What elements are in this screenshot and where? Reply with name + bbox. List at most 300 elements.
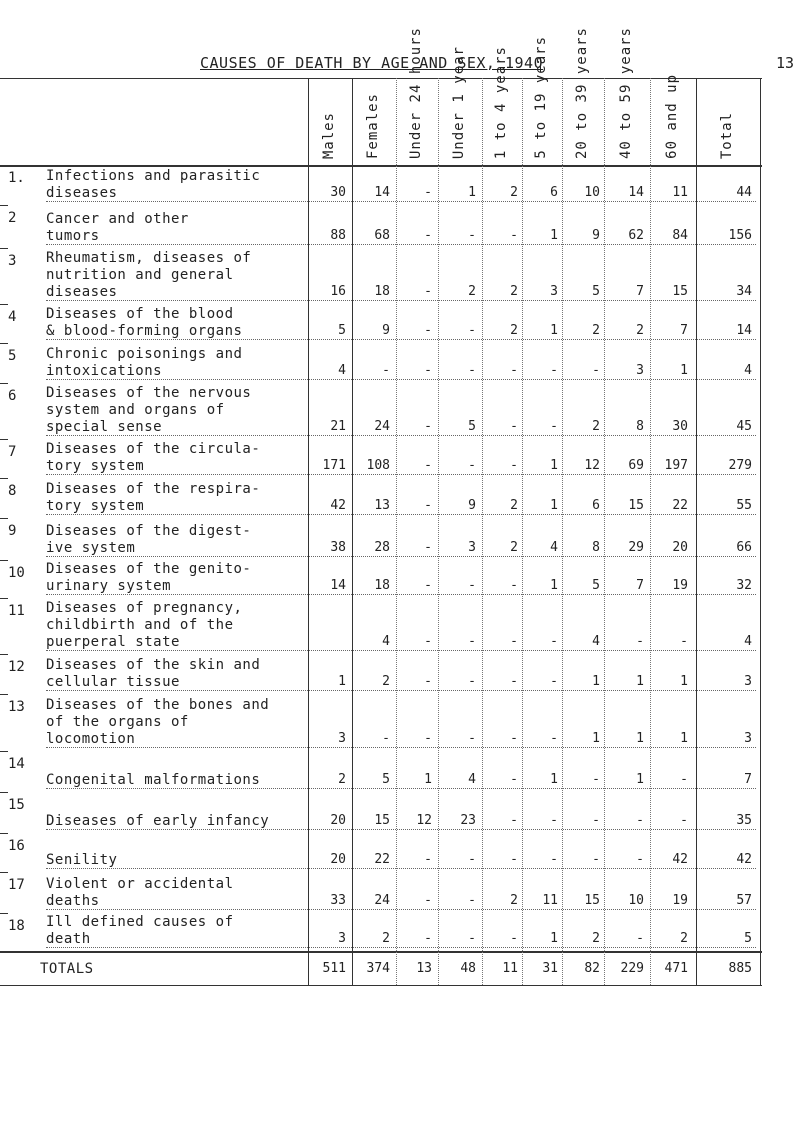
cell-value: - [550,813,558,828]
cell-value: 45 [736,419,752,434]
cell-value: 11 [542,893,558,908]
cell-value: 1 [550,498,558,513]
cell-value: 4 [744,363,752,378]
cause-label: deaths [46,893,100,909]
column-header: 20 to 39 years [574,26,590,159]
row-leader [46,379,756,380]
cell-value: - [468,731,476,746]
column-header: 1 to 4 years [493,45,509,159]
cell-value: - [382,731,390,746]
cell-value: 4 [468,772,476,787]
cause-label-line: Violent or accidental [46,876,234,892]
cell-value: 2 [636,323,644,338]
row-number: 6 [8,388,17,404]
cell-value: 4 [744,634,752,649]
cell-value: 5 [468,419,476,434]
cell-value: 2 [592,931,600,946]
row-number: 12 [8,659,25,675]
row-leader [46,300,756,301]
cause-label-line: system and organs of [46,402,225,418]
cell-value: - [550,674,558,689]
cell-value: 1 [550,578,558,593]
cause-label-line: Diseases of the digest- [46,523,252,539]
row-number: 13 [8,699,25,715]
row-leader [46,514,756,515]
column-header: Under 1 year [451,45,467,159]
totals-value: 48 [460,961,476,976]
cell-value: - [592,813,600,828]
cell-value: 18 [374,578,390,593]
cell-value: 2 [510,540,518,555]
cell-value: 5 [592,284,600,299]
cell-value: 38 [330,540,346,555]
cell-value: 13 [374,498,390,513]
cause-label-line: Rheumatism, diseases of [46,250,252,266]
cause-label-line: Infections and parasitic [46,168,261,184]
cell-value: 14 [374,185,390,200]
rule-line [0,248,8,249]
cell-value: - [550,731,558,746]
cell-value: - [636,634,644,649]
cell-value: - [468,363,476,378]
cause-label-line: Diseases of the genito- [46,561,252,577]
cell-value: 2 [510,323,518,338]
cell-value: - [510,634,518,649]
row-leader [46,594,756,595]
cell-value: 5 [382,772,390,787]
cause-label: death [46,931,91,947]
cause-label-line: Diseases of the circula- [46,441,261,457]
cell-value: 22 [374,852,390,867]
cell-value: - [510,458,518,473]
rule-line [0,478,8,479]
cell-value: 84 [672,228,688,243]
cell-value: 15 [374,813,390,828]
page-number: 13 [776,54,795,72]
row-number: 2 [8,210,17,226]
cell-value: 8 [592,540,600,555]
cell-value: 1 [550,931,558,946]
cell-value: - [680,772,688,787]
rule-line [760,78,761,985]
row-leader [46,829,756,830]
cell-value: - [424,852,432,867]
totals-value: 82 [584,961,600,976]
cell-value: 34 [736,284,752,299]
cell-value: - [592,852,600,867]
rule-line [0,985,762,986]
cell-value: 28 [374,540,390,555]
cause-label: Congenital malformations [46,772,261,788]
cell-value: - [680,634,688,649]
cell-value: 10 [584,185,600,200]
cell-value: - [424,578,432,593]
cell-value: 42 [672,852,688,867]
cell-value: - [468,323,476,338]
cell-value: 156 [728,228,752,243]
cell-value: 171 [322,458,346,473]
cell-value: - [550,419,558,434]
cell-value: 3 [468,540,476,555]
cell-value: 3 [550,284,558,299]
row-number: 15 [8,797,25,813]
cell-value: 3 [744,674,752,689]
cell-value: 14 [736,323,752,338]
cell-value: 1 [680,363,688,378]
row-number: 8 [8,483,17,499]
cell-value: 3 [636,363,644,378]
column-divider [482,78,483,985]
cell-value: 44 [736,185,752,200]
column-header: Under 24 hours [408,26,424,159]
column-divider [562,78,563,985]
cell-value: 2 [382,674,390,689]
cell-value: - [424,498,432,513]
cell-value: - [424,363,432,378]
rule-line [0,872,8,873]
cell-value: - [468,228,476,243]
row-number: 16 [8,838,25,854]
cell-value: 62 [628,228,644,243]
cell-value: - [424,419,432,434]
totals-value: 511 [322,961,346,976]
cell-value: - [550,852,558,867]
cell-value: 1 [550,772,558,787]
cell-value: 1 [550,458,558,473]
cause-label-line: Diseases of the nervous [46,385,252,401]
cell-value: - [680,813,688,828]
cell-value: 4 [382,634,390,649]
rule-line [0,598,8,599]
cell-value: 20 [330,852,346,867]
rule-line [0,165,762,167]
rule-line [0,792,8,793]
row-leader [46,435,756,436]
cell-value: 33 [330,893,346,908]
cell-value: 6 [592,498,600,513]
row-leader [46,201,756,202]
row-number: 5 [8,348,17,364]
cause-label: diseases [46,185,118,201]
cause-label: & blood-forming organs [46,323,243,339]
cell-value: 2 [510,893,518,908]
cell-value: - [468,931,476,946]
cell-value: 30 [672,419,688,434]
cell-value: 12 [584,458,600,473]
cause-label: special sense [46,419,163,435]
cell-value: 1 [550,323,558,338]
cell-value: 3 [338,931,346,946]
column-divider [650,78,651,985]
cell-value: - [636,852,644,867]
cell-value: - [424,228,432,243]
cell-value: 279 [728,458,752,473]
row-number: 9 [8,523,17,539]
column-header: Females [365,92,381,159]
cell-value: 7 [636,578,644,593]
cell-value: 42 [330,498,346,513]
cell-value: 14 [330,578,346,593]
cause-label-line: Ill defined causes of [46,914,234,930]
cell-value: 19 [672,578,688,593]
row-leader [46,650,756,651]
rule-line [0,205,8,206]
rule-line [0,78,762,79]
cell-value: - [424,731,432,746]
cell-value: 7 [680,323,688,338]
rule-line [0,654,8,655]
cell-value: - [424,284,432,299]
cell-value: 7 [744,772,752,787]
cell-value: 22 [672,498,688,513]
row-leader [46,474,756,475]
cell-value: - [424,931,432,946]
cell-value: 7 [636,284,644,299]
cell-value: - [468,634,476,649]
cell-value: 5 [592,578,600,593]
cell-value: 57 [736,893,752,908]
cell-value: 3 [338,731,346,746]
cause-label-line: Diseases of pregnancy, [46,600,243,616]
cell-value: 108 [366,458,390,473]
cell-value: 14 [628,185,644,200]
cause-label: Diseases of early infancy [46,813,270,829]
cell-value: 1 [636,772,644,787]
totals-value: 471 [664,961,688,976]
cell-value: 69 [628,458,644,473]
rule-line [0,694,8,695]
rule-line [0,439,8,440]
row-leader [46,868,756,869]
page-title: CAUSES OF DEATH BY AGE AND SEX, 1940 [200,54,544,72]
cell-value: - [468,852,476,867]
cell-value: 1 [338,674,346,689]
row-number: 17 [8,877,25,893]
cause-label: urinary system [46,578,172,594]
cause-label: intoxications [46,363,163,379]
cell-value: - [468,674,476,689]
cell-value: 5 [744,931,752,946]
cause-label: tory system [46,498,145,514]
rule-line [0,518,8,519]
cell-value: 24 [374,419,390,434]
cause-label-line: childbirth and of the [46,617,234,633]
row-number: 18 [8,918,25,934]
column-divider [604,78,605,985]
row-number: 7 [8,444,17,460]
cell-value: 9 [592,228,600,243]
cell-value: 10 [628,893,644,908]
cause-label: cellular tissue [46,674,180,690]
cause-label: ive system [46,540,136,556]
cell-value: 2 [510,185,518,200]
totals-value: 229 [620,961,644,976]
row-number: 1. [8,170,25,186]
cell-value: - [510,852,518,867]
cell-value: 4 [550,540,558,555]
cell-value: 18 [374,284,390,299]
cell-value: 32 [736,578,752,593]
cell-value: 1 [592,674,600,689]
cell-value: 2 [592,419,600,434]
row-number: 3 [8,253,17,269]
cell-value: - [550,363,558,378]
row-leader [46,947,756,948]
column-header: 5 to 19 years [533,36,549,159]
cell-value: - [636,813,644,828]
rule-line [0,913,8,914]
cause-label-line: Chronic poisonings and [46,346,243,362]
cell-value: 2 [592,323,600,338]
cell-value: 8 [636,419,644,434]
cell-value: 15 [584,893,600,908]
cell-value: 29 [628,540,644,555]
cell-value: 2 [510,498,518,513]
cell-value: - [550,634,558,649]
cell-value: - [468,893,476,908]
row-leader [46,788,756,789]
cell-value: - [592,772,600,787]
cell-value: 1 [424,772,432,787]
cause-label-line: of the organs of [46,714,189,730]
column-header: 40 to 59 years [618,26,634,159]
rule-line [0,343,8,344]
cell-value: 2 [468,284,476,299]
cell-value: - [424,893,432,908]
cell-value: - [424,674,432,689]
totals-value: 11 [502,961,518,976]
cell-value: - [424,185,432,200]
cell-value: - [424,323,432,338]
rule-line [0,951,762,953]
row-number: 10 [8,565,25,581]
cell-value: 23 [460,813,476,828]
cell-value: 6 [550,185,558,200]
totals-value: 13 [416,961,432,976]
cell-value: 12 [416,813,432,828]
rule-line [0,751,8,752]
cell-value: 1 [592,731,600,746]
row-number: 11 [8,603,25,619]
cause-label: Senility [46,852,118,868]
cell-value: 9 [468,498,476,513]
cell-value: - [510,813,518,828]
cell-value: - [510,931,518,946]
row-leader [46,747,756,748]
cause-label: puerperal state [46,634,180,650]
row-number: 14 [8,756,25,772]
totals-value: 374 [366,961,390,976]
cell-value: 2 [510,284,518,299]
cause-label-line: Diseases of the bones and [46,697,270,713]
cell-value: 4 [338,363,346,378]
cell-value: 55 [736,498,752,513]
cell-value: 5 [338,323,346,338]
cause-label: tumors [46,228,100,244]
rule-line [352,78,353,985]
cell-value: 4 [592,634,600,649]
cell-value: 2 [382,931,390,946]
cell-value: - [510,363,518,378]
cell-value: - [424,540,432,555]
cell-value: - [592,363,600,378]
cell-value: 30 [330,185,346,200]
totals-value: 31 [542,961,558,976]
row-leader [46,556,756,557]
cell-value: - [510,578,518,593]
cell-value: 3 [744,731,752,746]
cell-value: - [510,419,518,434]
cell-value: - [636,931,644,946]
cause-label: locomotion [46,731,136,747]
cell-value: 68 [374,228,390,243]
row-leader [46,690,756,691]
row-leader [46,244,756,245]
cell-value: 1 [680,731,688,746]
cause-label-line: Diseases of the respira- [46,481,261,497]
cell-value: 1 [468,185,476,200]
cell-value: - [424,458,432,473]
rule-line [308,78,309,985]
cause-label-line: Diseases of the blood [46,306,234,322]
cell-value: 21 [330,419,346,434]
column-divider [396,78,397,985]
cell-value: - [510,228,518,243]
cause-label-line: Cancer and other [46,211,189,227]
cell-value: 15 [672,284,688,299]
cause-label-line: Diseases of the skin and [46,657,261,673]
cell-value: - [510,674,518,689]
cell-value: - [424,634,432,649]
cell-value: 9 [382,323,390,338]
cell-value: 88 [330,228,346,243]
cell-value: 1 [680,674,688,689]
cause-label: diseases [46,284,118,300]
cell-value: 66 [736,540,752,555]
cell-value: 19 [672,893,688,908]
cell-value: 24 [374,893,390,908]
totals-value: 885 [728,961,752,976]
rule-line [0,560,8,561]
column-header: Total [719,111,735,159]
cell-value: 20 [330,813,346,828]
cell-value: 1 [550,228,558,243]
rule-line [696,78,697,985]
column-header: Males [321,111,337,159]
row-leader [46,909,756,910]
cell-value: - [382,363,390,378]
cell-value: 1 [636,674,644,689]
cell-value: 11 [672,185,688,200]
cell-value: - [510,731,518,746]
totals-label: TOTALS [40,961,94,977]
cell-value: 16 [330,284,346,299]
cause-label: tory system [46,458,145,474]
column-divider [438,78,439,985]
cause-label-line: nutrition and general [46,267,234,283]
row-leader [46,339,756,340]
rule-line [0,833,8,834]
cell-value: 2 [680,931,688,946]
cell-value: - [510,772,518,787]
cell-value: 35 [736,813,752,828]
rule-line [0,304,8,305]
cell-value: 20 [672,540,688,555]
rule-line [0,383,8,384]
cell-value: - [468,458,476,473]
row-number: 4 [8,309,17,325]
cell-value: 2 [338,772,346,787]
